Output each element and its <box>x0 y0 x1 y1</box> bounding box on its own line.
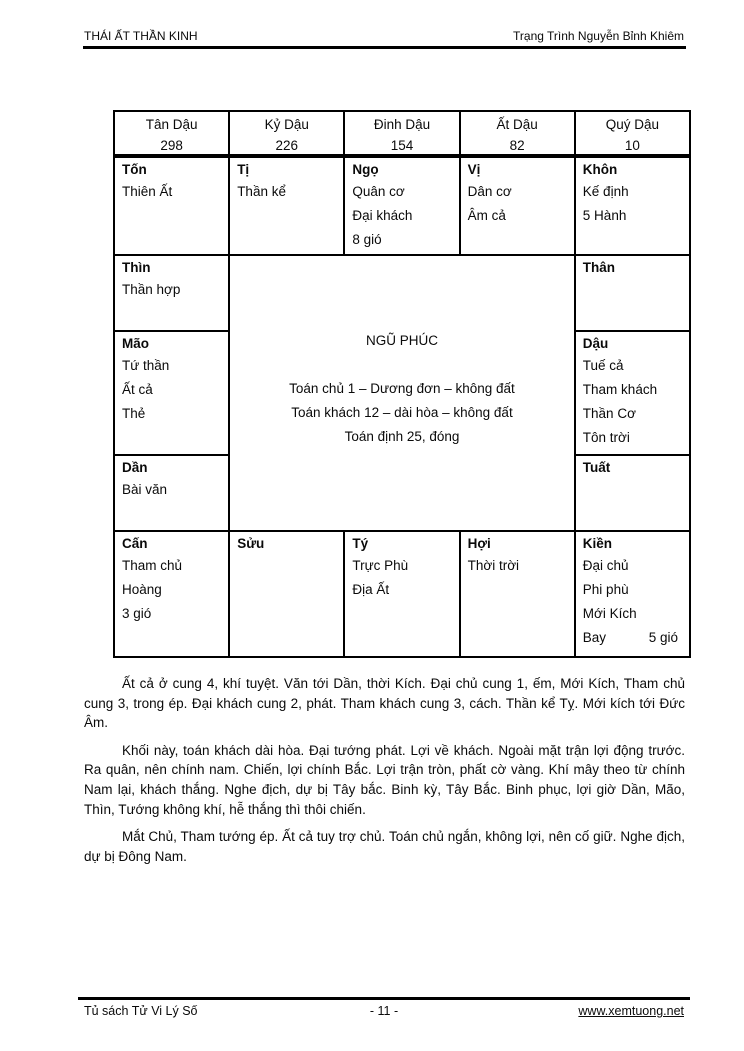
body-paragraph-1: Ất cả ở cung 4, khí tuyệt. Văn tới Dần, thời Kích. Đại chủ cung 1, ếm, Mới Kích, Tham chủ cung 3, trong ép. Đại khách cung 2, phát. Tham khách cung 3, cách. Thần kể Tỵ. Mới kích tới Đức Âm. <box>84 676 685 731</box>
palace-cell-khon <box>576 158 689 254</box>
palace-item: Dân cơ <box>467 184 512 199</box>
palace-item: Bay <box>582 630 607 645</box>
palace-cell-ngo <box>345 158 458 254</box>
year-value: 298 <box>160 138 183 153</box>
palace-title: Dậu <box>582 336 609 351</box>
palace-item: 5 gió <box>648 630 678 645</box>
center-cell-ngu-phuc <box>230 256 574 530</box>
year-cell <box>230 112 343 156</box>
palace-item: Quân cơ <box>352 184 405 199</box>
center-line-toan-dinh: Toán định 25, đóng <box>344 429 460 444</box>
palace-item: Thẻ <box>122 406 146 421</box>
palace-cell-hoi <box>461 532 574 656</box>
palace-cell-ti <box>230 158 343 254</box>
center-line-toan-khach: Toán khách 12 – dài hòa – không đất <box>291 405 513 420</box>
year-value: 226 <box>275 138 299 153</box>
palace-title: Vị <box>467 162 481 177</box>
palace-item: Thần kể <box>237 184 286 199</box>
header-rule <box>83 46 686 49</box>
year-name: Tân Dậu <box>145 117 198 132</box>
palace-title: Sửu <box>237 536 265 551</box>
palace-item: Đại chủ <box>582 558 629 573</box>
chart-center-lines <box>230 377 574 449</box>
palace-cell-thin <box>115 256 228 330</box>
palace-cell-mao <box>115 332 228 454</box>
header-book-title: THÁI ẤT THẦN KINH <box>84 29 198 43</box>
header-author: Trạng Trình Nguyễn Bỉnh Khiêm <box>513 29 684 43</box>
palace-item: Phi phù <box>582 582 629 597</box>
page-header <box>84 29 684 43</box>
footer-website-link[interactable]: www.xemtuong.net <box>578 1004 684 1018</box>
palace-cell-dau <box>576 332 689 454</box>
palace-cell-suu <box>230 532 343 656</box>
footer-rule <box>78 997 690 1000</box>
palace-item: 5 Hành <box>582 208 627 223</box>
thai-at-chart-table <box>113 110 691 658</box>
year-value: 154 <box>390 138 414 153</box>
chart-center-title: NGŨ PHÚC <box>365 333 438 348</box>
palace-title: Thìn <box>122 260 151 275</box>
palace-item: Đại khách <box>352 208 413 223</box>
palace-item: Bài văn <box>122 482 168 497</box>
palace-item: Tham chủ <box>122 558 183 573</box>
body-paragraph-3: Mắt Chủ, Tham tướng ép. Ất cả tuy trợ chủ. Toán chủ ngắn, không lợi, nên cố giữ. Nghe địch, dự bị Đông Nam. <box>84 829 685 864</box>
palace-title: Kiền <box>582 536 613 551</box>
center-line-toan-chu: Toán chủ 1 – Dương đơn – không đất <box>289 381 515 396</box>
palace-item: Địa Ất <box>352 582 390 597</box>
year-cell <box>345 112 458 156</box>
year-cell <box>115 112 228 156</box>
palace-title: Dần <box>122 460 148 475</box>
palace-item: Tứ thần <box>122 358 170 373</box>
palace-title: Thân <box>582 260 616 275</box>
palace-title: Cấn <box>122 536 148 551</box>
palace-item: Thời trời <box>467 558 520 573</box>
palace-cell-kien <box>576 532 689 656</box>
palace-cell-vi <box>461 158 574 254</box>
body-text <box>84 674 685 874</box>
palace-item-split <box>583 626 682 650</box>
palace-title: Tốn <box>122 162 147 177</box>
palace-title: Mão <box>122 336 149 351</box>
palace-item: Tuế cả <box>582 358 624 373</box>
palace-cell-ty <box>345 532 458 656</box>
palace-title: Tị <box>237 162 250 177</box>
year-name: Đinh Dậu <box>373 117 431 132</box>
year-name: Ất Dậu <box>496 117 538 132</box>
year-name: Kỷ Dậu <box>264 117 309 132</box>
palace-item: 3 gió <box>122 606 152 621</box>
palace-cell-tuat <box>576 456 689 530</box>
palace-item: Thiên Ất <box>122 184 173 199</box>
palace-item: Mới Kích <box>582 606 637 621</box>
palace-item: Ất cả <box>122 382 153 397</box>
palace-item: Thần hợp <box>122 282 181 297</box>
year-cell <box>461 112 574 156</box>
palace-item: Trực Phù <box>352 558 409 573</box>
palace-cell-than <box>576 256 689 330</box>
year-name: Quý Dậu <box>605 117 660 132</box>
palace-item: Tham khách <box>582 382 658 397</box>
palace-item: Kế định <box>582 184 629 199</box>
palace-title: Tuất <box>582 460 611 475</box>
palace-title: Ngọ <box>352 162 379 177</box>
year-value: 82 <box>509 138 525 153</box>
palace-cell-dan <box>115 456 228 530</box>
year-cell <box>576 112 689 156</box>
palace-title: Khôn <box>582 162 618 177</box>
palace-cell-ton <box>115 158 228 254</box>
palace-cell-can <box>115 532 228 656</box>
footer-page-number: - 11 - <box>369 1004 399 1018</box>
palace-item: 8 gió <box>352 232 382 247</box>
palace-title: Tý <box>352 536 369 551</box>
palace-item: Hoàng <box>122 582 162 597</box>
page-footer <box>84 1004 684 1018</box>
body-paragraph-2: Khối này, toán khách dài hòa. Đại tướng phát. Lợi về khách. Ngoài mặt trận lợi động trước. Ra quân, nên chính nam. Chiến, lợi chính Bắc. Lợi trận tròn, phất cờ vàng. Khí mây theo từ chính Nam lại, khách thắng. Nghe địch, dự bị Tây bắc. Binh kỳ, Tây Bắc. Binh phục, lợi giờ Dần, Mão, Thìn, Tướng không khí, hễ thắng thì thôi chiến. <box>84 742 685 817</box>
year-value: 10 <box>624 138 640 153</box>
palace-item: Thần Cơ <box>582 406 636 421</box>
palace-item: Âm cả <box>467 208 506 223</box>
palace-item: Tôn trời <box>582 430 630 445</box>
footer-series-title: Tủ sách Tử Vi Lý Số <box>84 1004 198 1018</box>
palace-title: Hợi <box>467 536 491 551</box>
